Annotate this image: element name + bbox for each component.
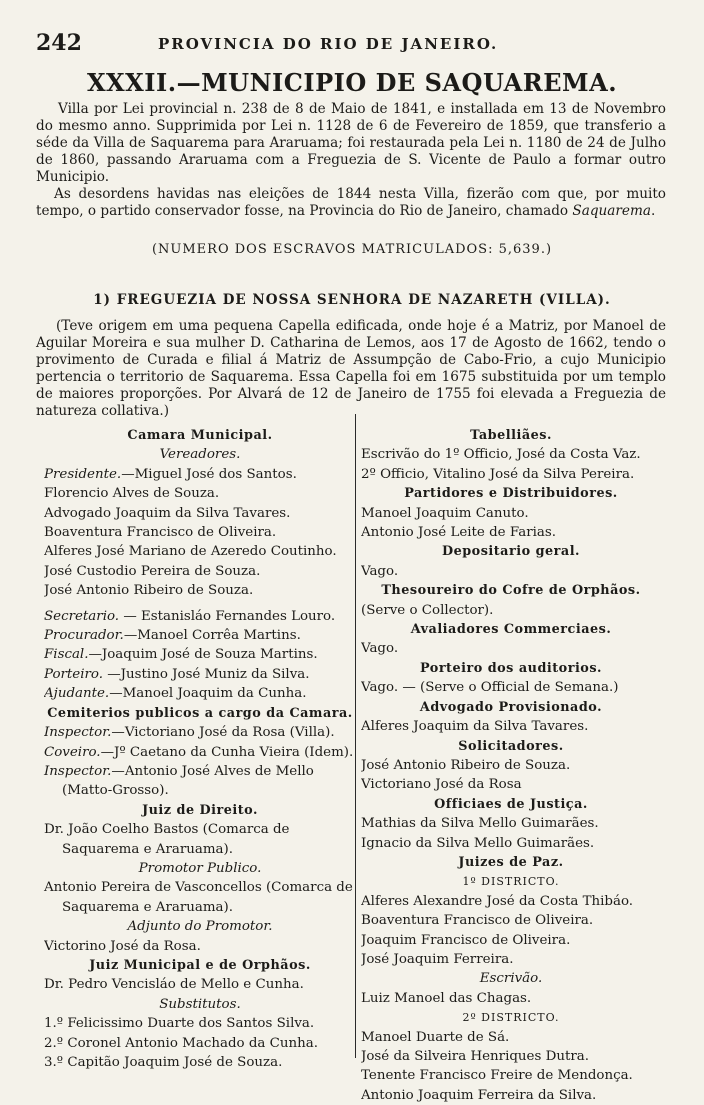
running-title: PROVINCIA DO RIO DE JANEIRO. — [158, 35, 499, 53]
presidente-name: —Miguel José dos Santos. — [121, 466, 297, 482]
solicitador-entry: Victoriano José da Rosa — [361, 777, 522, 793]
juiz-municipal-heading: Juiz Municipal e de Orphãos. — [89, 957, 311, 973]
vereador-entry: Boaventura Francisco de Oliveira. — [44, 525, 277, 541]
thesoureiro-heading: Thesoureiro do Cofre de Orphãos. — [381, 583, 641, 599]
presidente-entry — [44, 465, 356, 484]
thesoureiro-entry: (Serve o Collector). — [361, 602, 494, 618]
juiz-paz-entry: Tenente Francisco Freire de Mendonça. — [361, 1068, 633, 1084]
cemiterio-entry — [44, 762, 356, 801]
porteiro-entry: Vago. — (Serve o Official de Semana.) — [361, 680, 619, 696]
juiz-paz-entry: José Joaquim Ferreira. — [361, 951, 514, 967]
official-name: —Joaquim José de Souza Martins. — [88, 647, 318, 663]
official-entry — [44, 684, 356, 703]
juiz-paz-entry: Alferes Alexandre José da Costa Thibáo. — [361, 893, 634, 909]
juiz-direito-heading: Juiz de Direito. — [142, 802, 258, 818]
official-justica-entry: Ignacio da Silva Mello Guimarães. — [361, 835, 595, 851]
official-name: —Justino José Muniz da Silva. — [103, 666, 310, 682]
juiz-paz-entry: Boaventura Francisco de Oliveira. — [361, 913, 594, 929]
cemiterio-entry — [44, 743, 356, 762]
substitutos-heading: Substitutos. — [159, 996, 241, 1012]
depositario-entry: Vago. — [361, 563, 399, 579]
vereadores-heading: Vereadores. — [159, 447, 241, 463]
emphasis-saquarema: Saquarema — [572, 203, 651, 219]
official-name: — Estanisláo Fernandes Louro. — [119, 608, 336, 624]
vereador-entry: Florencio Alves de Souza. — [44, 486, 220, 502]
juiz-paz-entry: Manoel Duarte de Sá. — [361, 1029, 510, 1045]
distrito-2-heading: 2º DISTRICTO. — [462, 1011, 560, 1025]
solicitador-entry: José Antonio Ribeiro de Souza. — [361, 757, 571, 773]
freguezia-description: (Teve origem em uma pequena Capella edificada, onde hoje é a Matriz, por Manoel de Aguilar Moreira e sua mulher D. Catharina de Lemos, aos 17 de Agosto de 1662, tendo o provimento de Curada e filial á Matriz de Assumpção de Cabo-Frio, a cujo Municipio pertencia o territorio de Saquarema. Essa Capella foi em 1675 substituida por um templo de maiores proporções. Por Alvará de 12 de Janeiro de 1755 foi elevada a Freguezia de natureza collativa.) — [36, 318, 666, 419]
vereador-entry: Advogado Joaquim da Silva Tavares. — [44, 505, 291, 521]
avaliadores-heading: Avaliadores Commerciaes. — [410, 622, 612, 638]
substituto-entry: 2.º Coronel Antonio Machado da Cunha. — [44, 1035, 319, 1051]
tabelliaes-heading: Tabelliães. — [470, 428, 552, 443]
juiz-paz-entry: Antonio Joaquim Ferreira da Silva. — [361, 1087, 597, 1103]
tabelliao-entry: 2º Officio, Vitalino José da Silva Pereira. — [361, 466, 635, 482]
intro-paragraph-1: Villa por Lei provincial n. 238 de 8 de Maio de 1841, e installada em 13 de Novembro do mesmo anno. Supprimida por Lei n. 1128 de 6 de Fevereiro de 1859, que transferio a séde da Villa de Saquarema para Araruama; foi restaurada pela Lei n. 1180 de 24 de Julho de 1860, passando Araruama com a Freguezia de S. Vicente de Paulo a formar outro Municipio. — [36, 101, 666, 185]
camara-heading: Camara Municipal. — [127, 428, 273, 443]
partidor-entry: Manoel Joaquim Canuto. — [361, 505, 529, 521]
advogado-heading: Advogado Provisionado. — [419, 699, 603, 715]
official-label: Porteiro. — [44, 666, 104, 682]
depositario-heading: Depositario geral. — [441, 544, 581, 560]
solicitadores-heading: Solicitadores. — [458, 738, 564, 754]
left-column — [44, 426, 356, 1072]
official-entry — [44, 607, 356, 626]
officiaes-heading: Officiaes de Justiça. — [434, 796, 588, 812]
official-entry — [44, 626, 356, 645]
cemiterio-label: Inspector. — [44, 763, 112, 779]
vereador-entry: José Custodio Pereira de Souza. — [44, 563, 261, 579]
porteiro-heading: Porteiro dos auditorios. — [420, 660, 602, 676]
cemiterio-entry — [44, 723, 356, 742]
cemiterio-name: —Antonio José Alves de Mello (Matto-Grosso). — [62, 763, 314, 799]
adjunto-heading: Adjunto do Promotor. — [127, 919, 273, 935]
avaliadores-entry: Vago. — [361, 641, 399, 657]
promotor-entry: Antonio Pereira de Vasconcellos (Comarca de Saquarema e Araruama). — [44, 880, 353, 915]
official-justica-entry: Mathias da Silva Mello Guimarães. — [361, 816, 599, 832]
section-title: XXXII.—MUNICIPIO DE SAQUAREMA. — [86, 68, 618, 97]
right-column — [361, 426, 661, 1105]
cemiterio-label: Inspector. — [44, 725, 112, 741]
tabelliao-entry: Escrivão do 1º Officio, José da Costa Vaz. — [361, 447, 641, 463]
official-label: Secretario. — [44, 608, 120, 624]
advogado-entry: Alferes Joaquim da Silva Tavares. — [361, 719, 589, 735]
vereador-entry: Alferes José Mariano de Azeredo Coutinho. — [44, 544, 337, 560]
escrivao-entry: Luiz Manoel das Chagas. — [361, 990, 532, 1006]
juizes-paz-heading: Juizes de Paz. — [458, 854, 564, 870]
cemiterios-heading: Cemiterios publicos a cargo da Camara. — [47, 705, 353, 721]
freguezia-title: 1) FREGUEZIA DE NOSSA SENHORA DE NAZARETH (VILLA). — [93, 292, 611, 308]
vereador-entry: José Antonio Ribeiro de Souza. — [44, 583, 254, 599]
intro-text — [36, 101, 666, 220]
presidente-label: Presidente. — [44, 466, 122, 482]
juiz-direito-entry: Dr. João Coelho Bastos (Comarca de Saquarema e Araruama). — [44, 822, 290, 857]
partidores-heading: Partidores e Distribuidores. — [404, 486, 618, 502]
adjunto-entry: Victorino José da Rosa. — [44, 938, 201, 954]
juiz-municipal-entry: Dr. Pedro Vencisláo de Mello e Cunha. — [44, 977, 304, 993]
official-label: Ajudante. — [44, 686, 110, 702]
cemiterio-name: —Victoriano José da Rosa (Villa). — [111, 725, 335, 741]
distrito-1-heading: 1º DISTRICTO. — [462, 875, 560, 889]
intro-paragraph-2: As desordens havidas nas eleições de 1844 nesta Villa, fizerão com que, por muito tempo, o partido conservador fosse, na Provincia do Rio de Janeiro, chamado Saquarema. — [36, 186, 666, 219]
official-entry — [44, 665, 356, 684]
official-entry — [44, 645, 356, 664]
slaves-note: (NUMERO DOS ESCRAVOS MATRICULADOS: 5,639.) — [151, 242, 553, 257]
official-name: —Manoel Corrêa Martins. — [123, 628, 301, 644]
official-label: Fiscal. — [44, 647, 89, 663]
official-label: Procurador. — [44, 628, 124, 644]
official-name: —Manoel Joaquim da Cunha. — [109, 686, 307, 702]
partidor-entry: Antonio José Leite de Farias. — [361, 525, 557, 541]
substituto-entry: 3.º Capitão Joaquim José de Souza. — [44, 1055, 283, 1070]
promotor-heading: Promotor Publico. — [138, 860, 262, 876]
cemiterio-name: —Jº Caetano da Cunha Vieira (Idem). — [100, 744, 354, 760]
page-number: 242 — [36, 30, 82, 56]
escrivao-heading: Escrivão. — [479, 971, 543, 987]
substituto-entry: 1.º Felicissimo Duarte dos Santos Silva. — [44, 1016, 315, 1032]
juiz-paz-entry: José da Silveira Henriques Dutra. — [361, 1049, 589, 1064]
running-header — [36, 30, 664, 58]
juiz-paz-entry: Joaquim Francisco de Oliveira. — [361, 932, 571, 948]
cemiterio-label: Coveiro. — [44, 744, 101, 760]
